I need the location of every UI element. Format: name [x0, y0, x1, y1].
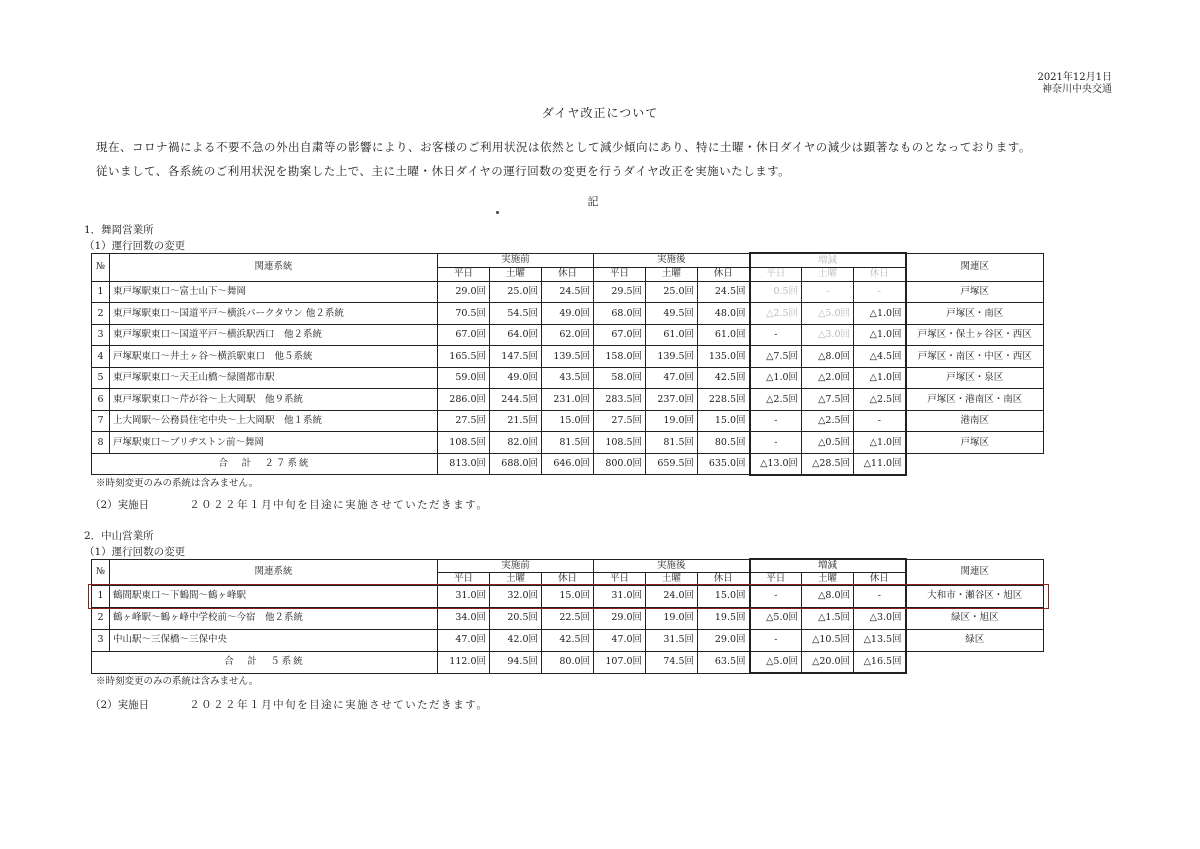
- route-name: 鶴ヶ峰駅～鶴ヶ峰中学校前～今宿 他２系統: [110, 607, 438, 629]
- total-after-cell: 74.5回: [646, 651, 698, 673]
- intro-paragraph-2: 従いまして、各系統のご利用状況を勘案した上で、主に土曜・休日ダイヤの運行回数の変更を行うダイヤ改正を実施いたします。: [96, 164, 791, 178]
- total-change-cell: △5.0回: [750, 651, 802, 673]
- after-count-cell: 19.5回: [698, 607, 750, 629]
- total-after-cell: 800.0回: [594, 453, 646, 475]
- implementation-label: （2）実施日: [90, 699, 150, 711]
- after-count-cell: 61.0回: [698, 324, 750, 346]
- section-subheading-maioka: （1）運行回数の変更: [84, 240, 186, 252]
- after-count-cell: 29.0回: [594, 607, 646, 629]
- change-cell: △7.5回: [750, 346, 802, 368]
- area-cell: 戸塚区・保土ヶ谷区・西区: [906, 324, 1044, 346]
- total-area-empty: [906, 651, 1044, 673]
- area-cell: 戸塚区・南区・中区・西区: [906, 346, 1044, 368]
- before-count-cell: 67.0回: [438, 324, 490, 346]
- total-after-cell: 659.5回: [646, 453, 698, 475]
- row-number: 6: [92, 389, 110, 411]
- before-count-cell: 82.0回: [490, 432, 542, 454]
- header-after: 実施後: [594, 253, 750, 267]
- total-change-cell: △16.5回: [854, 651, 906, 673]
- after-count-cell: 31.5回: [646, 629, 698, 651]
- header-weekday: 平日: [438, 572, 490, 585]
- before-count-cell: 70.5回: [438, 303, 490, 325]
- area-cell: 戸塚区・港南区・南区: [906, 389, 1044, 411]
- route-name: 東戸塚駅東口～富士山下～舞岡: [110, 281, 438, 303]
- header-saturday: 土曜: [646, 572, 698, 585]
- total-change-cell: △20.0回: [802, 651, 854, 673]
- header-saturday: 土曜: [802, 572, 854, 585]
- header-holiday: 休日: [542, 267, 594, 281]
- before-count-cell: 59.0回: [438, 367, 490, 389]
- change-cell: -: [750, 410, 802, 432]
- after-count-cell: 61.0回: [646, 324, 698, 346]
- service-count-table-nakayama: [91, 558, 1044, 674]
- route-name: 上大岡駅～公務員住宅中央～上大岡駅 他１系統: [110, 410, 438, 432]
- change-cell: -: [802, 281, 854, 303]
- change-cell: 0.5回: [750, 281, 802, 303]
- row-number: 3: [92, 629, 110, 651]
- total-change-cell: △11.0回: [854, 453, 906, 475]
- header-holiday: 休日: [698, 267, 750, 281]
- header-area: 関連区: [906, 253, 1044, 281]
- change-cell: △2.5回: [802, 410, 854, 432]
- route-name: 中山駅～三保橋～三保中央: [110, 629, 438, 651]
- before-count-cell: 244.5回: [490, 389, 542, 411]
- table-row: [92, 346, 1044, 368]
- header-holiday: 休日: [854, 572, 906, 585]
- before-count-cell: 49.0回: [542, 303, 594, 325]
- total-after-cell: 107.0回: [594, 651, 646, 673]
- before-count-cell: 34.0回: [438, 607, 490, 629]
- header-saturday: 土曜: [490, 572, 542, 585]
- area-cell: 戸塚区: [906, 281, 1044, 303]
- after-count-cell: 24.5回: [698, 281, 750, 303]
- before-count-cell: 20.5回: [490, 607, 542, 629]
- area-cell: 緑区: [906, 629, 1044, 651]
- before-count-cell: 165.5回: [438, 346, 490, 368]
- header-before: 実施前: [438, 559, 594, 572]
- route-name: 鶴間駅東口～下鶴間～鶴ヶ峰駅: [110, 585, 438, 607]
- route-name: 東戸塚駅東口～国道平戸～横浜パークタウン 他２系統: [110, 303, 438, 325]
- page-title: ダイヤ改正について: [541, 106, 659, 120]
- after-count-cell: 31.0回: [594, 585, 646, 607]
- before-count-cell: 62.0回: [542, 324, 594, 346]
- change-cell: △2.0回: [802, 367, 854, 389]
- header-no: №: [92, 253, 110, 281]
- row-number: 4: [92, 346, 110, 368]
- before-count-cell: 22.5回: [542, 607, 594, 629]
- header-change: 増減: [750, 559, 906, 572]
- route-name: 東戸塚駅東口～天王山橋～緑園都市駅: [110, 367, 438, 389]
- ki-marker: 記: [587, 195, 599, 208]
- total-after-cell: 63.5回: [698, 651, 750, 673]
- area-cell: 港南区: [906, 410, 1044, 432]
- change-cell: △3.0回: [802, 324, 854, 346]
- header-block: [1037, 72, 1112, 96]
- row-number: 5: [92, 367, 110, 389]
- total-after-cell: 635.0回: [698, 453, 750, 475]
- after-count-cell: 228.5回: [698, 389, 750, 411]
- row-number: 1: [92, 585, 110, 607]
- header-saturday: 土曜: [646, 267, 698, 281]
- after-count-cell: 68.0回: [594, 303, 646, 325]
- change-cell: △1.0回: [750, 367, 802, 389]
- area-cell: 緑区・旭区: [906, 607, 1044, 629]
- before-count-cell: 27.5回: [438, 410, 490, 432]
- total-before-cell: 688.0回: [490, 453, 542, 475]
- after-count-cell: 24.0回: [646, 585, 698, 607]
- change-cell: △2.5回: [854, 389, 906, 411]
- change-cell: △7.5回: [802, 389, 854, 411]
- total-change-cell: △13.0回: [750, 453, 802, 475]
- total-before-cell: 80.0回: [542, 651, 594, 673]
- total-before-cell: 112.0回: [438, 651, 490, 673]
- after-count-cell: 108.5回: [594, 432, 646, 454]
- header-weekday: 平日: [750, 572, 802, 585]
- change-cell: △2.5回: [750, 303, 802, 325]
- change-cell: △8.0回: [802, 346, 854, 368]
- total-area-empty: [906, 453, 1044, 475]
- after-count-cell: 29.5回: [594, 281, 646, 303]
- header-after: 実施後: [594, 559, 750, 572]
- table-row: [92, 410, 1044, 432]
- before-count-cell: 43.5回: [542, 367, 594, 389]
- change-cell: -: [854, 281, 906, 303]
- header-weekday: 平日: [594, 572, 646, 585]
- change-cell: -: [750, 432, 802, 454]
- change-cell: △10.5回: [802, 629, 854, 651]
- route-name: 戸塚駅東口～ブリヂストン前～舞岡: [110, 432, 438, 454]
- after-count-cell: 49.5回: [646, 303, 698, 325]
- total-row: [92, 651, 1044, 673]
- change-cell: △1.0回: [854, 367, 906, 389]
- table-row: [92, 281, 1044, 303]
- implementation-date-maioka: [90, 497, 488, 512]
- after-count-cell: 158.0回: [594, 346, 646, 368]
- intro-paragraph-1: 現在、コロナ禍による不要不急の外出自粛等の影響により、お客様のご利用状況は依然として減少傾向にあり、特に土曜・休日ダイヤの減少は顕著なものとなっております。: [96, 140, 1031, 154]
- total-before-cell: 813.0回: [438, 453, 490, 475]
- before-count-cell: 15.0回: [542, 585, 594, 607]
- row-number: 8: [92, 432, 110, 454]
- change-cell: -: [854, 585, 906, 607]
- total-label: 合 計 ５系統: [92, 651, 438, 673]
- table-row: [92, 432, 1044, 454]
- change-cell: △3.0回: [854, 607, 906, 629]
- header-area: 関連区: [906, 559, 1044, 585]
- header-holiday: 休日: [698, 572, 750, 585]
- area-cell: 戸塚区・泉区: [906, 367, 1044, 389]
- change-cell: △8.0回: [802, 585, 854, 607]
- change-cell: -: [750, 585, 802, 607]
- company-name: 神奈川中央交通: [1042, 84, 1112, 95]
- before-count-cell: 231.0回: [542, 389, 594, 411]
- table-row: [92, 629, 1044, 651]
- header-weekday: 平日: [438, 267, 490, 281]
- implementation-date-nakayama: [90, 697, 488, 712]
- table-note-maioka: ※時刻変更のみの系統は含みません。: [96, 478, 259, 489]
- after-count-cell: 67.0回: [594, 324, 646, 346]
- header-holiday: 休日: [542, 572, 594, 585]
- change-cell: △13.5回: [854, 629, 906, 651]
- after-count-cell: 42.5回: [698, 367, 750, 389]
- header-before: 実施前: [438, 253, 594, 267]
- before-count-cell: 29.0回: [438, 281, 490, 303]
- after-count-cell: 47.0回: [646, 367, 698, 389]
- route-name: 戸塚駅東口～井土ヶ谷～横浜駅東口 他５系統: [110, 346, 438, 368]
- change-cell: -: [854, 410, 906, 432]
- row-number: 2: [92, 607, 110, 629]
- total-before-cell: 646.0回: [542, 453, 594, 475]
- row-number: 1: [92, 281, 110, 303]
- route-name: 東戸塚駅東口～国道平戸～横浜駅西口 他２系統: [110, 324, 438, 346]
- total-change-cell: △28.5回: [802, 453, 854, 475]
- row-number: 3: [92, 324, 110, 346]
- implementation-text: ２０２２年１月中旬を目途に実施させていただきます。: [189, 699, 489, 711]
- total-before-cell: 94.5回: [490, 651, 542, 673]
- implementation-text: ２０２２年１月中旬を目途に実施させていただきます。: [189, 499, 489, 511]
- implementation-label: （2）実施日: [90, 499, 150, 511]
- after-count-cell: 47.0回: [594, 629, 646, 651]
- before-count-cell: 31.0回: [438, 585, 490, 607]
- section-heading-maioka: 1．舞岡営業所: [84, 224, 154, 236]
- change-cell: △5.0回: [750, 607, 802, 629]
- header-change: 増減: [750, 253, 906, 267]
- header-route: 関連系統: [110, 253, 438, 281]
- section-subheading-nakayama: （1）運行回数の変更: [84, 546, 186, 558]
- after-count-cell: 135.0回: [698, 346, 750, 368]
- area-cell: 戸塚区・南区: [906, 303, 1044, 325]
- before-count-cell: 25.0回: [490, 281, 542, 303]
- before-count-cell: 21.5回: [490, 410, 542, 432]
- route-name: 東戸塚駅東口～芹が谷～上大岡駅 他９系統: [110, 389, 438, 411]
- header-weekday: 平日: [750, 267, 802, 281]
- table-row: [92, 367, 1044, 389]
- service-count-table-maioka: [91, 252, 1044, 476]
- after-count-cell: 29.0回: [698, 629, 750, 651]
- total-row: [92, 453, 1044, 475]
- change-cell: △1.5回: [802, 607, 854, 629]
- header-saturday: 土曜: [802, 267, 854, 281]
- header-weekday: 平日: [594, 267, 646, 281]
- before-count-cell: 147.5回: [490, 346, 542, 368]
- before-count-cell: 139.5回: [542, 346, 594, 368]
- before-count-cell: 32.0回: [490, 585, 542, 607]
- after-count-cell: 237.0回: [646, 389, 698, 411]
- after-count-cell: 27.5回: [594, 410, 646, 432]
- change-cell: △1.0回: [854, 432, 906, 454]
- header-no: №: [92, 559, 110, 585]
- after-count-cell: 48.0回: [698, 303, 750, 325]
- change-cell: △5.0回: [802, 303, 854, 325]
- after-count-cell: 81.5回: [646, 432, 698, 454]
- before-count-cell: 24.5回: [542, 281, 594, 303]
- table-row: [92, 324, 1044, 346]
- area-cell: 戸塚区: [906, 432, 1044, 454]
- before-count-cell: 108.5回: [438, 432, 490, 454]
- table-row: [92, 389, 1044, 411]
- table-note-nakayama: ※時刻変更のみの系統は含みません。: [96, 676, 259, 687]
- change-cell: △2.5回: [750, 389, 802, 411]
- after-count-cell: 19.0回: [646, 410, 698, 432]
- before-count-cell: 49.0回: [490, 367, 542, 389]
- header-holiday: 休日: [854, 267, 906, 281]
- after-count-cell: 15.0回: [698, 410, 750, 432]
- area-cell: 大和市・瀬谷区・旭区: [906, 585, 1044, 607]
- after-count-cell: 139.5回: [646, 346, 698, 368]
- change-cell: △4.5回: [854, 346, 906, 368]
- scan-speck: [496, 211, 499, 214]
- row-number: 7: [92, 410, 110, 432]
- before-count-cell: 15.0回: [542, 410, 594, 432]
- section-heading-nakayama: 2．中山営業所: [84, 530, 154, 542]
- before-count-cell: 54.5回: [490, 303, 542, 325]
- change-cell: -: [750, 324, 802, 346]
- total-label: 合 計 ２７系統: [92, 453, 438, 475]
- table-row: [92, 607, 1044, 629]
- after-count-cell: 25.0回: [646, 281, 698, 303]
- after-count-cell: 283.5回: [594, 389, 646, 411]
- before-count-cell: 47.0回: [438, 629, 490, 651]
- header-route: 関連系統: [110, 559, 438, 585]
- issue-date: 2021年12月1日: [1037, 72, 1112, 83]
- header-saturday: 土曜: [490, 267, 542, 281]
- change-cell: △1.0回: [854, 303, 906, 325]
- change-cell: △1.0回: [854, 324, 906, 346]
- before-count-cell: 64.0回: [490, 324, 542, 346]
- change-cell: △0.5回: [802, 432, 854, 454]
- after-count-cell: 19.0回: [646, 607, 698, 629]
- before-count-cell: 42.0回: [490, 629, 542, 651]
- before-count-cell: 42.5回: [542, 629, 594, 651]
- before-count-cell: 286.0回: [438, 389, 490, 411]
- before-count-cell: 81.5回: [542, 432, 594, 454]
- after-count-cell: 58.0回: [594, 367, 646, 389]
- table-row: [92, 303, 1044, 325]
- row-number: 2: [92, 303, 110, 325]
- after-count-cell: 80.5回: [698, 432, 750, 454]
- highlight-box: [88, 584, 1049, 609]
- change-cell: -: [750, 629, 802, 651]
- after-count-cell: 15.0回: [698, 585, 750, 607]
